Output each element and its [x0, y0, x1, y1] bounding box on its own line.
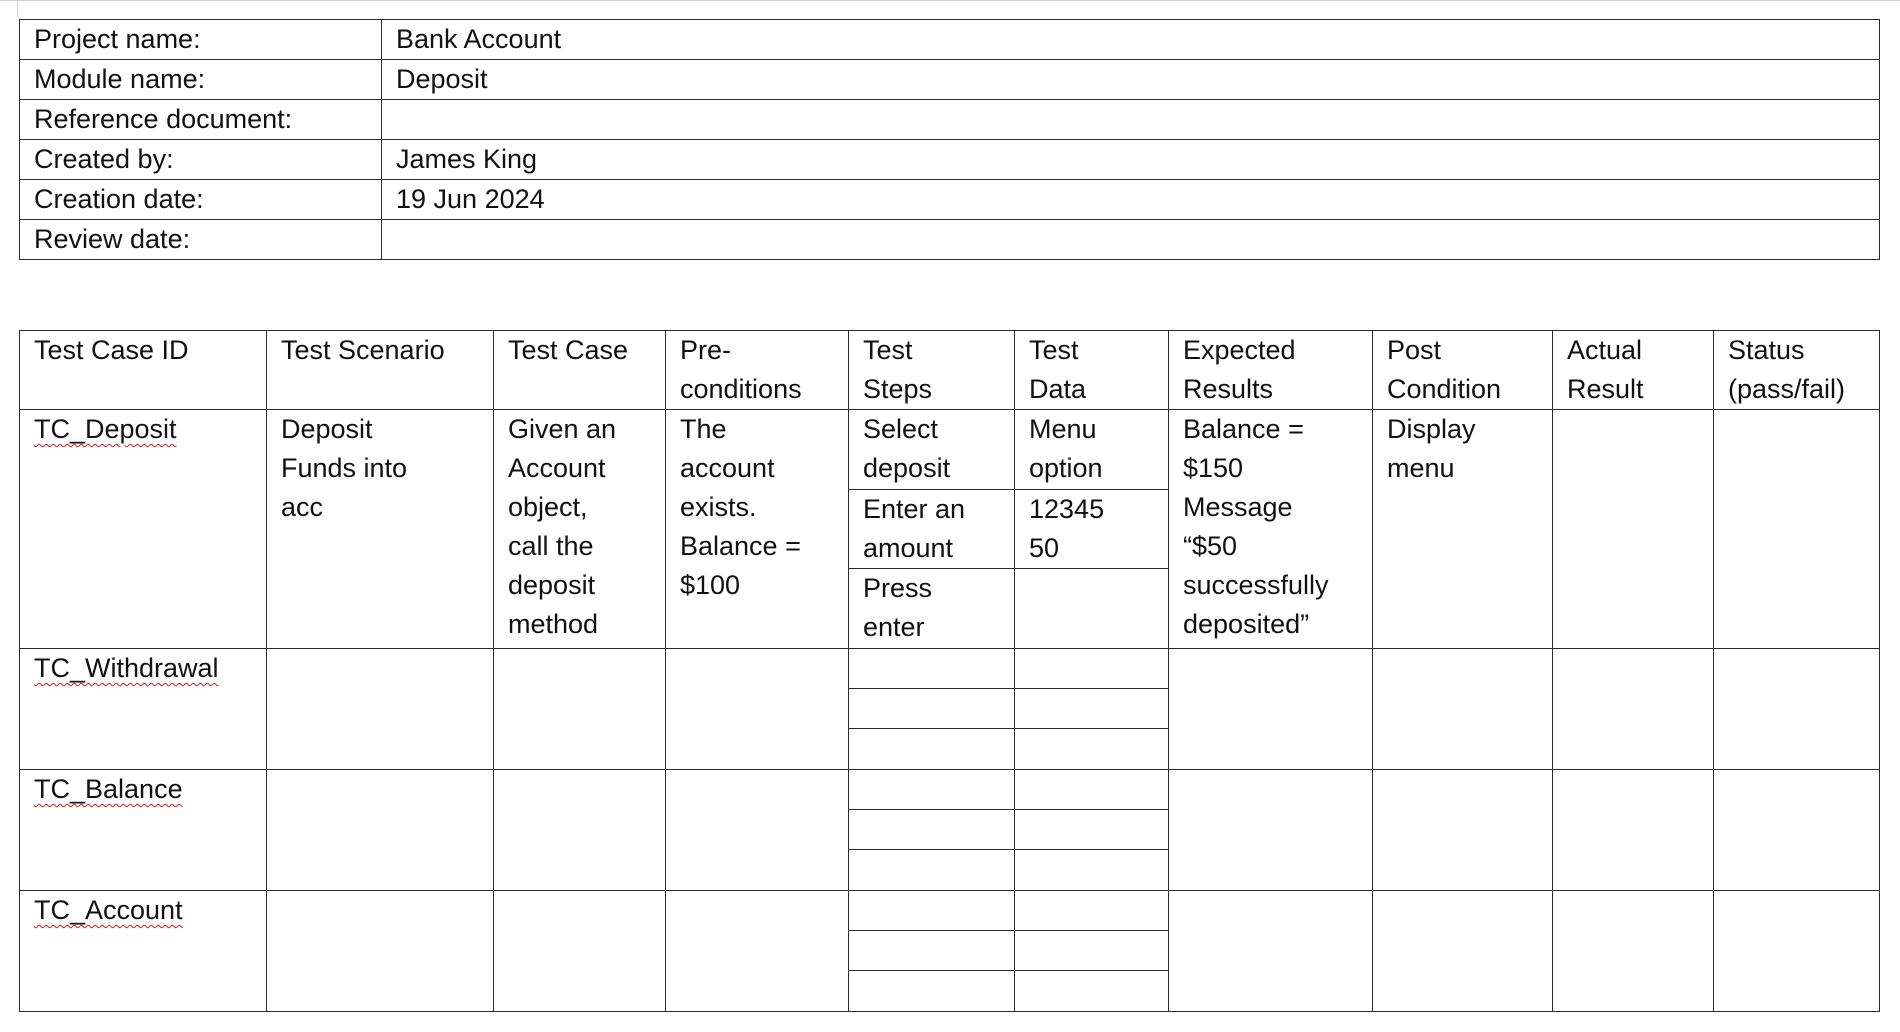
- reference-document-value[interactable]: [382, 100, 1880, 140]
- test-step-cell[interactable]: [849, 810, 1015, 850]
- table-row: [20, 891, 1880, 1012]
- post-condition-cell[interactable]: [1373, 770, 1553, 891]
- post-condition-cell[interactable]: [1373, 891, 1553, 1012]
- post-condition-cell[interactable]: [1373, 649, 1553, 770]
- module-name-label: Module name:: [20, 60, 382, 100]
- project-name-label: Project name:: [20, 20, 382, 60]
- table-row: [20, 410, 1880, 649]
- test-scenario-cell[interactable]: [267, 891, 494, 1012]
- test-data-cell[interactable]: [1015, 649, 1169, 689]
- test-data-cell[interactable]: [1015, 850, 1169, 890]
- test-step-cell[interactable]: Press enter: [849, 569, 1015, 648]
- status-cell[interactable]: [1714, 649, 1880, 770]
- test-step-cell[interactable]: [849, 931, 1015, 971]
- preconditions-cell[interactable]: [666, 770, 849, 891]
- module-name-value[interactable]: Deposit: [382, 60, 1880, 100]
- test-case-id: TC_Withdrawal: [34, 653, 219, 683]
- preconditions-cell[interactable]: The account exists. Balance = $100: [666, 410, 849, 649]
- test-scenario-cell[interactable]: [267, 770, 494, 891]
- review-date-row: [20, 220, 1880, 260]
- steps-data-cell: [849, 891, 1169, 1012]
- header-test-data: Test Data: [1029, 335, 1087, 404]
- post-condition-cell[interactable]: Display menu: [1373, 410, 1553, 649]
- header-row: [20, 331, 1880, 410]
- header-preconditions: Pre- conditions: [666, 331, 849, 410]
- test-data-cell[interactable]: [1015, 891, 1169, 931]
- actual-result-cell[interactable]: [1553, 891, 1714, 1012]
- test-scenario-cell[interactable]: [267, 649, 494, 770]
- test-case-id: TC_Balance: [34, 774, 183, 804]
- test-data-cell[interactable]: [1015, 770, 1169, 810]
- header-test-case-id: Test Case ID: [20, 331, 267, 410]
- created-by-value[interactable]: James King: [382, 140, 1880, 180]
- test-step-cell[interactable]: Enter an amount: [849, 490, 1015, 569]
- test-data-cell[interactable]: [1015, 810, 1169, 850]
- test-step-cell[interactable]: [849, 850, 1015, 890]
- test-case-cell[interactable]: [494, 649, 666, 770]
- header-test-steps: Test Steps: [849, 331, 1015, 409]
- review-date-label: Review date:: [20, 220, 382, 260]
- test-case-id-cell[interactable]: [20, 770, 267, 891]
- module-name-row: [20, 60, 1880, 100]
- test-step-cell[interactable]: [849, 689, 1015, 729]
- header-actual-result: Actual Result: [1553, 331, 1714, 410]
- table-row: [20, 649, 1880, 770]
- preconditions-cell[interactable]: [666, 649, 849, 770]
- header-test-scenario: Test Scenario: [267, 331, 494, 410]
- expected-results-cell[interactable]: Balance = $150 Message “$50 successfully deposited”: [1169, 410, 1373, 649]
- table-row: [20, 770, 1880, 891]
- reference-document-row: [20, 100, 1880, 140]
- test-case-id-cell[interactable]: [20, 891, 267, 1012]
- test-step-cell[interactable]: Select deposit: [849, 410, 1015, 490]
- steps-data-cell: [849, 649, 1169, 770]
- test-data-cell[interactable]: [1015, 971, 1169, 1011]
- creation-date-row: [20, 180, 1880, 220]
- test-step-cell[interactable]: [849, 971, 1015, 1011]
- test-case-cell[interactable]: [494, 891, 666, 1012]
- header-expected-results: Expected Results: [1169, 331, 1373, 410]
- project-info-table: [19, 19, 1880, 260]
- header-post-condition: Post Condition: [1373, 331, 1553, 410]
- test-data-cell[interactable]: [1015, 569, 1169, 648]
- test-case-cell[interactable]: [494, 770, 666, 891]
- test-step-cell[interactable]: [849, 891, 1015, 931]
- actual-result-cell[interactable]: [1553, 410, 1714, 649]
- test-step-cell[interactable]: [849, 770, 1015, 810]
- test-case-cell[interactable]: Given an Account object, call the deposit method: [494, 410, 666, 649]
- project-name-row: [20, 20, 1880, 60]
- test-data-cell[interactable]: [1015, 931, 1169, 971]
- creation-date-value[interactable]: 19 Jun 2024: [382, 180, 1880, 220]
- created-by-label: Created by:: [20, 140, 382, 180]
- page-corner-mark: [17, 0, 18, 17]
- test-data-cell[interactable]: 12345 50: [1015, 490, 1169, 569]
- test-step-cell[interactable]: [849, 729, 1015, 769]
- status-cell[interactable]: [1714, 770, 1880, 891]
- status-cell[interactable]: [1714, 891, 1880, 1012]
- test-data-cell[interactable]: [1015, 729, 1169, 769]
- creation-date-label: Creation date:: [20, 180, 382, 220]
- expected-results-cell[interactable]: [1169, 649, 1373, 770]
- expected-results-cell[interactable]: [1169, 770, 1373, 891]
- test-case-table: [19, 330, 1880, 1012]
- test-case-id: TC_Deposit: [34, 414, 177, 444]
- test-case-id: TC_Account: [34, 895, 183, 925]
- actual-result-cell[interactable]: [1553, 649, 1714, 770]
- steps-data-cell: [849, 410, 1169, 649]
- expected-results-cell[interactable]: [1169, 891, 1373, 1012]
- test-data-cell[interactable]: [1015, 689, 1169, 729]
- project-name-value[interactable]: Bank Account: [382, 20, 1880, 60]
- test-step-cell[interactable]: [849, 649, 1015, 689]
- header-steps-data: [849, 331, 1169, 410]
- test-case-id-cell[interactable]: [20, 410, 267, 649]
- header-status: Status (pass/fail): [1714, 331, 1880, 410]
- reference-document-label: Reference document:: [20, 100, 382, 140]
- test-scenario-cell[interactable]: Deposit Funds into acc: [267, 410, 494, 649]
- page-edge: [0, 0, 1900, 1]
- actual-result-cell[interactable]: [1553, 770, 1714, 891]
- created-by-row: [20, 140, 1880, 180]
- steps-data-cell: [849, 770, 1169, 891]
- test-case-id-cell[interactable]: [20, 649, 267, 770]
- status-cell[interactable]: [1714, 410, 1880, 649]
- preconditions-cell[interactable]: [666, 891, 849, 1012]
- test-data-cell[interactable]: Menu option: [1015, 410, 1169, 490]
- header-test-case: Test Case: [494, 331, 666, 410]
- review-date-value[interactable]: [382, 220, 1880, 260]
